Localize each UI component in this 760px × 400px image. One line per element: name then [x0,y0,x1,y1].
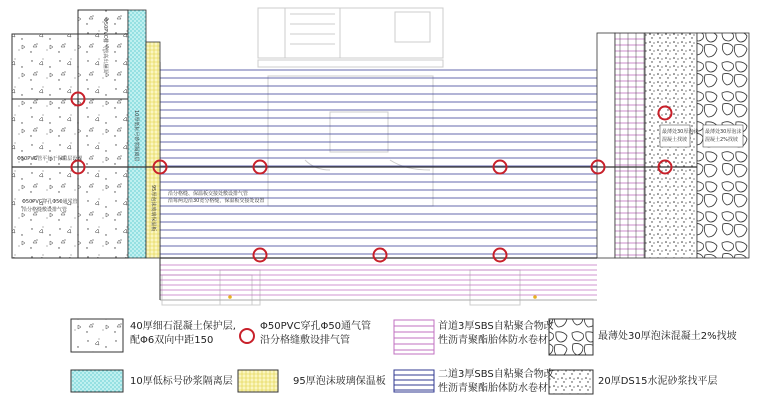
legend-mortar: 10厚低标号砂浆隔离层 [130,376,233,387]
vent-marker [494,249,507,262]
legend-concrete-line2: 配Φ6双向中距150 [130,335,214,346]
legend-insulation: 95厚泡沫玻璃保温板 [293,376,386,387]
legend-vent-line2: 沿分格缝敷设排气管 [260,335,350,346]
legend-concrete [130,320,236,348]
note-center-2: 沿每两边沿30宽分格缝，保温板交接处设置 [168,198,265,204]
note-insulation-v: 95厚泡沫玻璃保温板 [150,185,156,232]
legend-insulation-swatch [238,370,278,392]
note-right-4: 混凝土2%找坡 [705,137,738,143]
sbs-layer-right [615,33,645,258]
legend-vent-line1: Φ50PVC穿孔Φ50通气管 [260,321,372,332]
legend-sbs1-line2: 性沥青聚酯胎体防水卷材 [438,335,548,346]
note-right-2: 混凝土找坡 [662,137,688,143]
right-edge-strip [597,33,615,258]
note-right-3: 最薄处30厚泡沫 [705,129,742,135]
vent-marker [374,249,387,262]
legend-screed: 20厚DS15水泥砂浆找平层 [598,376,718,387]
legend-sbs1-line1: 首道3厚SBS自粘聚合物改 [438,321,554,332]
vent-marker [254,249,267,262]
waterproofing-line-field [160,62,597,300]
note-pvc-vent: Φ50PVC穿孔Φ50通气管 [22,199,78,205]
building-outline [162,8,520,305]
legend-vent [260,320,371,348]
concrete-protection-block-left [12,34,128,258]
note-right-1: 最薄处30厚泡沫 [662,129,699,135]
legend-sbs2 [438,368,554,396]
legend-sbs1-swatch [394,320,434,354]
legend-concrete-swatch [71,319,123,352]
note-center-1: 沿分格缝、保温板交接处敷设排气管 [168,191,249,197]
legend-sbs2-line2: 性沥青聚酯胎体防水卷材 [438,383,548,394]
note-pvc-vent-2: 沿分格缝敷设排气管 [22,207,68,213]
legend-concrete-line1: 40厚细石混凝土保护层, [130,321,236,332]
legend-sbs2-swatch [394,370,434,392]
note-pvc-top: Φ50PVC排气管高出屋面 [102,18,108,74]
legend-sbs2-line1: 二道3厚SBS自粘聚合物改 [438,369,554,380]
note-mortar-v: 10厚低标号砂浆隔离层 [133,110,139,162]
legend-sbs1 [438,320,554,348]
note-pvc-along: Φ50PVC管平行于保温层设置 [17,156,83,162]
legend-foam-slope: 最薄处30厚泡沫混凝土2%找坡 [598,331,737,342]
legend-vent-swatch [240,329,254,343]
legend-mortar-swatch [71,370,123,392]
legend-foam-slope-swatch [549,319,593,355]
legend-screed-swatch [549,370,593,394]
